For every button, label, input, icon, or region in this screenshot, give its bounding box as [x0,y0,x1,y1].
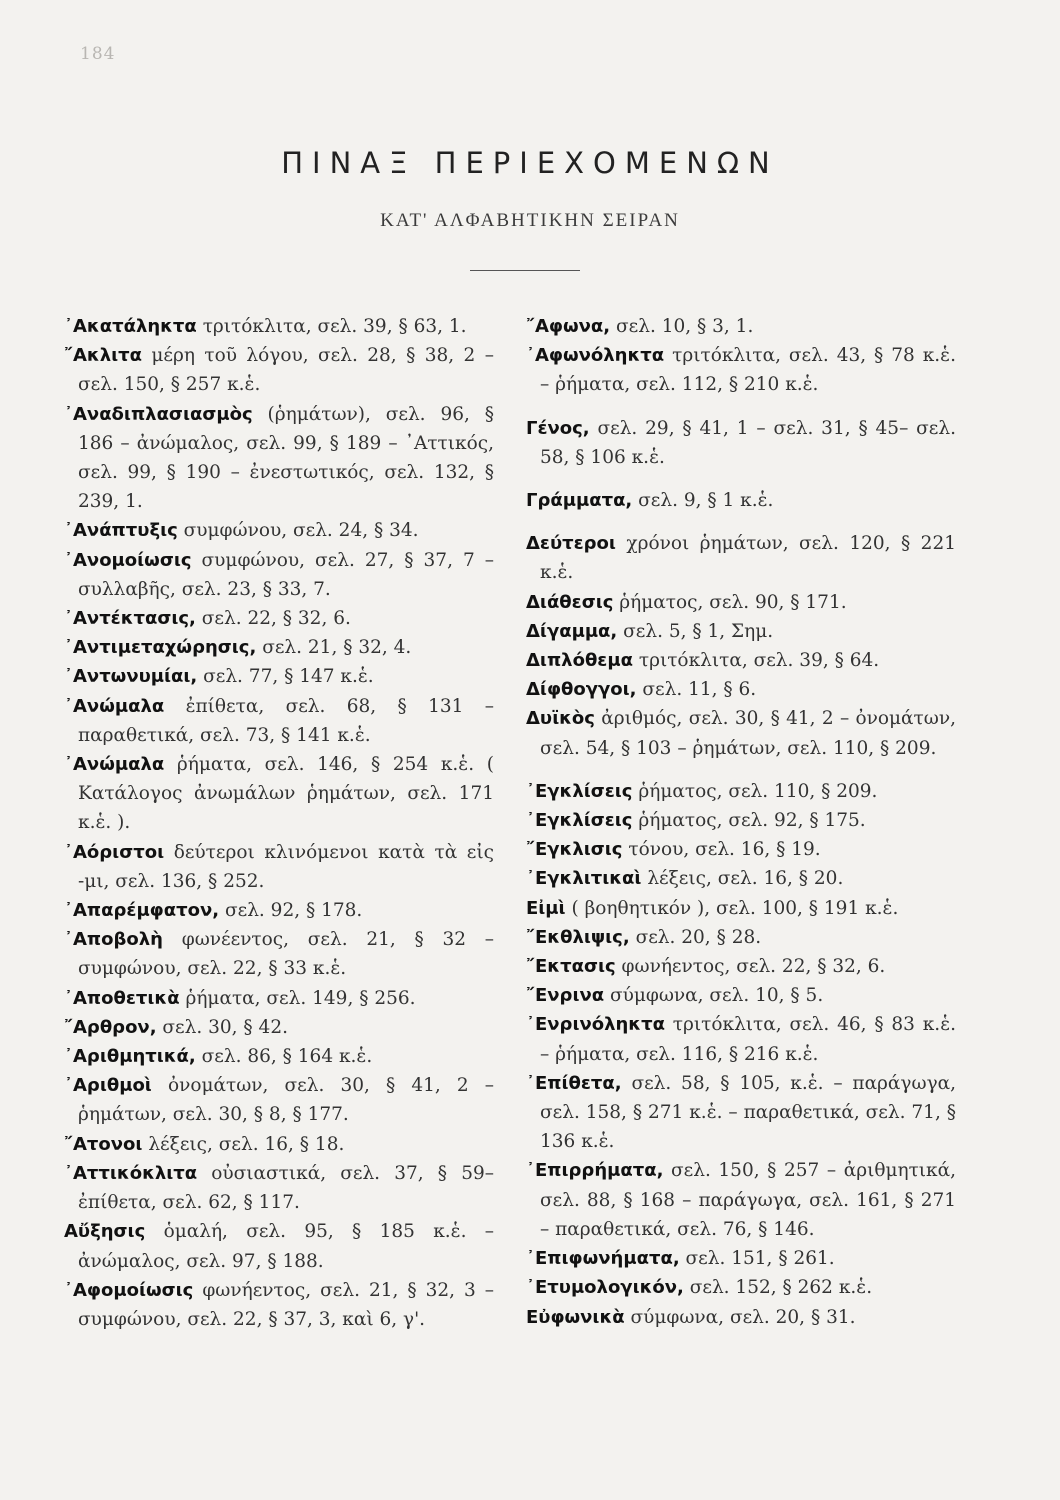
index-entry [64,838,494,896]
index-entry-references: (ῥημάτων), σελ. 96, § 186 – ἀνώμαλος, σελ. 99, § 189 – ᾿Αττικός, σελ. 99, § 190 – ἐνεστωτικός, σελ. 132, § 239, 1. [78,403,494,513]
index-entry-references: ὀνομάτων, σελ. 30, § 41, 2 – ῥημάτων, σελ. 30, § 8, § 177. [78,1075,494,1126]
index-entry-term: Γράμματα, [526,490,633,512]
index-entry-term: ᾿Αντέκτασις, [64,608,196,630]
index-entry [64,516,494,545]
index-entry [526,588,956,617]
index-entry [526,1273,956,1302]
index-entry [526,312,956,341]
index-entry-term: ᾿Αντωνυμίαι, [64,666,198,688]
index-entry [526,894,956,923]
index-entry [64,1217,494,1275]
index-entry [64,312,494,341]
page-subtitle: ΚΑΤ' ΑΛΦΑΒΗΤΙΚΗΝ ΣΕΙΡΑΝ [380,210,680,231]
index-entry [64,1130,494,1159]
index-entry-references: συμφώνου, σελ. 24, § 34. [183,520,419,542]
index-entry-term: ᾿Ανώμαλα [64,695,165,717]
index-entry-term: Εὐφωνικὰ [526,1306,625,1328]
index-entry-term: ῎Εκτασις [526,956,616,978]
index-entry-term: ᾿Αριθμοὶ [64,1075,152,1097]
index-entry-references: σελ. 11, § 6. [642,679,757,701]
index-entry-term: ᾿Αναδιπλασιασμὸς [64,403,253,425]
index-entry-references: φωνέεντος, σελ. 21, § 32 – συμφώνου, σελ. 22, § 33 κ.ἑ. [78,929,494,980]
index-entry-references: τόνου, σελ. 16, § 19. [628,839,821,861]
index-entry-references: σελ. 20, § 28. [635,926,762,948]
index-entry [526,835,956,864]
index-entry [64,546,494,604]
index-entry [526,1303,956,1332]
index-entry-term: ᾿Ανομοίωσις [64,549,192,571]
index-entry [64,1071,494,1129]
index-entry-references: λέξεις, σελ. 16, § 20. [647,868,844,890]
index-entry-references: σελ. 29, § 41, 1 – σελ. 31, § 45– σελ. 58, § 106 κ.ἑ. [540,417,956,468]
index-entry-references: σελ. 152, § 262 κ.ἑ. [689,1277,873,1299]
index-entry [526,529,956,587]
index-entry-references: τριτόκλιτα, σελ. 39, § 63, 1. [202,316,467,337]
index-entry [526,806,956,835]
index-entry-term: ᾿Εγκλίσεις [526,810,633,832]
index-entry-references: σελ. 77, § 147 κ.ἑ. [203,666,374,688]
index-entry [526,646,956,675]
index-entry-term: ῎Ενρινα [526,985,605,1007]
index-entry [64,341,494,399]
page-number: 184 [80,44,116,64]
index-entry-term: ῎Εγκλισις [526,839,623,861]
index-entry [64,1159,494,1217]
index-entry-term: ᾿Αποβολὴ [64,929,163,951]
index-entry [526,923,956,952]
index-entry [526,414,956,472]
index-entry-term: Αὔξησις [64,1221,146,1243]
index-entry-references: ἀριθμός, σελ. 30, § 41, 2 – ὀνομάτων, σελ. 54, § 103 – ῥημάτων, σελ. 110, § 209. [540,708,956,759]
index-entry-term: Δυϊκὸς [526,708,595,730]
index-entry-references: σελ. 151, § 261. [685,1248,835,1270]
index-entry [526,1244,956,1273]
index-entry [526,864,956,893]
index-entry-references: σύμφωνα, σελ. 20, § 31. [630,1306,856,1328]
index-entry [526,1069,956,1157]
index-entry [526,1156,956,1244]
index-entry-references: σελ. 5, § 1, Σημ. [623,620,774,642]
index-entry-term: ᾿Αριθμητικά, [64,1046,196,1068]
page-title: ΠΙΝΑΞ ΠΕΡΙΕΧΟΜΕΝΩΝ [281,146,779,180]
index-column-right [526,312,956,1332]
index-entry [526,1010,956,1068]
index-entry-term: ῎Ατονοι [64,1133,143,1155]
index-entry-term: ᾿Αποθετικὰ [64,987,180,1009]
title-divider [470,270,580,271]
index-entry-term: ῎Αρθρον, [64,1016,157,1038]
index-entry-term: ᾿Εγκλιτικαὶ [526,868,642,890]
index-entry-references: ῥήματος, σελ. 92, § 175. [638,810,866,832]
index-entry [64,1013,494,1042]
index-entry [64,633,494,662]
index-entry-term: ᾿Αόριστοι [64,841,165,863]
index-entry [526,777,956,806]
index-entry-term: ᾿Ανάπτυξις [64,520,178,542]
index-entry-term: ᾿Αφομοίωσις [64,1279,194,1301]
index-entry-references: ἐπίθετα, σελ. 68, § 131 – παραθετικά, σελ. 73, § 141 κ.ἑ. [78,695,494,746]
index-entry-term: ᾿Ακατάληκτα [64,316,197,337]
index-entry-references: ὁμαλή, σελ. 95, § 185 κ.ἑ. – ἀνώμαλος, σελ. 97, § 188. [78,1221,494,1272]
index-entry-references: ῥήματα, σελ. 149, § 256. [185,987,416,1009]
index-entry-term: ᾿Επιφωνήματα, [526,1248,680,1270]
index-entry [64,750,494,838]
index-entry-references: ( βοηθητικόν ), σελ. 100, § 191 κ.ἑ. [571,897,899,919]
index-entry-references: σελ. 86, § 164 κ.ἑ. [201,1046,373,1068]
index-entry-term: ᾿Επίθετα, [526,1072,622,1094]
index-entry-term: ᾿Ετυμολογικόν, [526,1277,684,1299]
index-entry [526,704,956,762]
index-entry [64,925,494,983]
index-entry-term: ᾿Εγκλίσεις [526,780,633,802]
index-entry-term: Διάθεσις [526,591,614,613]
index-entry-term: Γένος, [526,417,590,439]
index-entry-term: ᾿Αττικόκλιτα [64,1162,198,1184]
index-entry-references: τριτόκλιτα, σελ. 39, § 64. [638,650,880,672]
index-entry [64,692,494,750]
index-entry-references: σελ. 10, § 3, 1. [616,316,754,337]
index-entry-term: Δεύτεροι [526,533,616,555]
index-entry-term: Δίφθογγοι, [526,679,637,701]
index-entry-references: μέρη τοῦ λόγου, σελ. 28, § 38, 2 – σελ. 150, § 257 κ.ἑ. [78,345,494,396]
index-entry [526,341,956,399]
index-entry-term: ῎Ακλιτα [64,345,142,367]
index-entry-references: τριτόκλιτα, σελ. 46, § 83 κ.ἑ. – ῥήματα, σελ. 116, § 216 κ.ἑ. [540,1014,956,1065]
index-entry-references: σελ. 92, § 178. [224,900,363,922]
index-entry [64,896,494,925]
index-entry [526,952,956,981]
index-column-left [64,312,494,1334]
index-entry-references: σελ. 22, § 32, 6. [201,608,351,630]
index-entry-references: λέξεις, σελ. 16, § 18. [148,1133,345,1155]
index-entry-term: ᾿Ενρινόληκτα [526,1014,665,1036]
index-entry-references: φωνήεντος, σελ. 21, § 32, 3 – συμφώνου, σελ. 22, § 37, 3, καὶ 6, γ'. [78,1279,494,1330]
index-entry-term: ᾿Απαρέμφατον, [64,900,220,922]
index-entry-term: ᾿Επιρρήματα, [526,1160,664,1182]
index-entry-references: συμφώνου, σελ. 27, § 37, 7 – συλλαβῆς, σελ. 23, § 33, 7. [78,549,494,600]
index-entry [526,617,956,646]
index-entry-references: σελ. 21, § 32, 4. [262,637,412,659]
index-entry [526,981,956,1010]
index-entry [526,675,956,704]
index-entry-term: ῎Αφωνα, [526,316,611,337]
index-entry-references: ῥήματα, σελ. 146, § 254 κ.ἑ. ( Κατάλογος ἀνωμάλων ῥημάτων, σελ. 171 κ.ἑ. ). [78,754,494,834]
index-entry-references: φωνήεντος, σελ. 22, § 32, 6. [621,956,886,978]
index-entry [526,486,956,515]
index-entry-references: τριτόκλιτα, σελ. 43, § 78 κ.ἑ. – ῥήματα, σελ. 112, § 210 κ.ἑ. [540,345,956,396]
index-entry [64,984,494,1013]
index-entry [64,1276,494,1334]
index-entry-references: χρόνοι ῥημάτων, σελ. 120, § 221 κ.ἑ. [540,533,956,584]
index-entry-term: Διπλόθεμα [526,650,633,672]
index-entry-term: ᾿Αντιμεταχώρησις, [64,637,257,659]
index-entry [64,662,494,691]
index-entry-term: ῎Εκθλιψις, [526,926,630,948]
index-entry-references: ῥήματος, σελ. 110, § 209. [638,780,878,802]
index-entry-term: ᾿Αφωνόληκτα [526,345,665,367]
index-entry-references: σελ. 9, § 1 κ.ἑ. [638,490,774,512]
index-entry-references: σελ. 150, § 257 – ἀριθμητικά, σελ. 88, § 168 – παράγωγα, σελ. 161, § 271 – παραθετικά, σελ. 76, § 146. [540,1160,956,1240]
index-entry [64,400,494,517]
index-entry-term: Δίγαμμα, [526,620,618,642]
index-entry-term: ᾿Ανώμαλα [64,754,165,776]
index-entry-term: Εἰμὶ [526,897,566,919]
index-entry-references: σελ. 30, § 42. [162,1016,288,1038]
index-entry [64,1042,494,1071]
index-entry-references: οὐσιαστικά, σελ. 37, § 59– ἐπίθετα, σελ. 62, § 117. [78,1162,494,1214]
index-entry-references: δεύτεροι κλινόμενοι κατὰ τὰ εἰς -μι, σελ. 136, § 252. [78,841,494,892]
index-entry [64,604,494,633]
index-entry-references: ῥήματος, σελ. 90, § 171. [619,591,847,613]
index-entry-references: σύμφωνα, σελ. 10, § 5. [609,985,824,1007]
index-entry-references: σελ. 58, § 105, κ.ἑ. – παράγωγα, σελ. 158, § 271 κ.ἑ. – παραθετικά, σελ. 71, § 136 κ.ἑ. [540,1072,957,1153]
